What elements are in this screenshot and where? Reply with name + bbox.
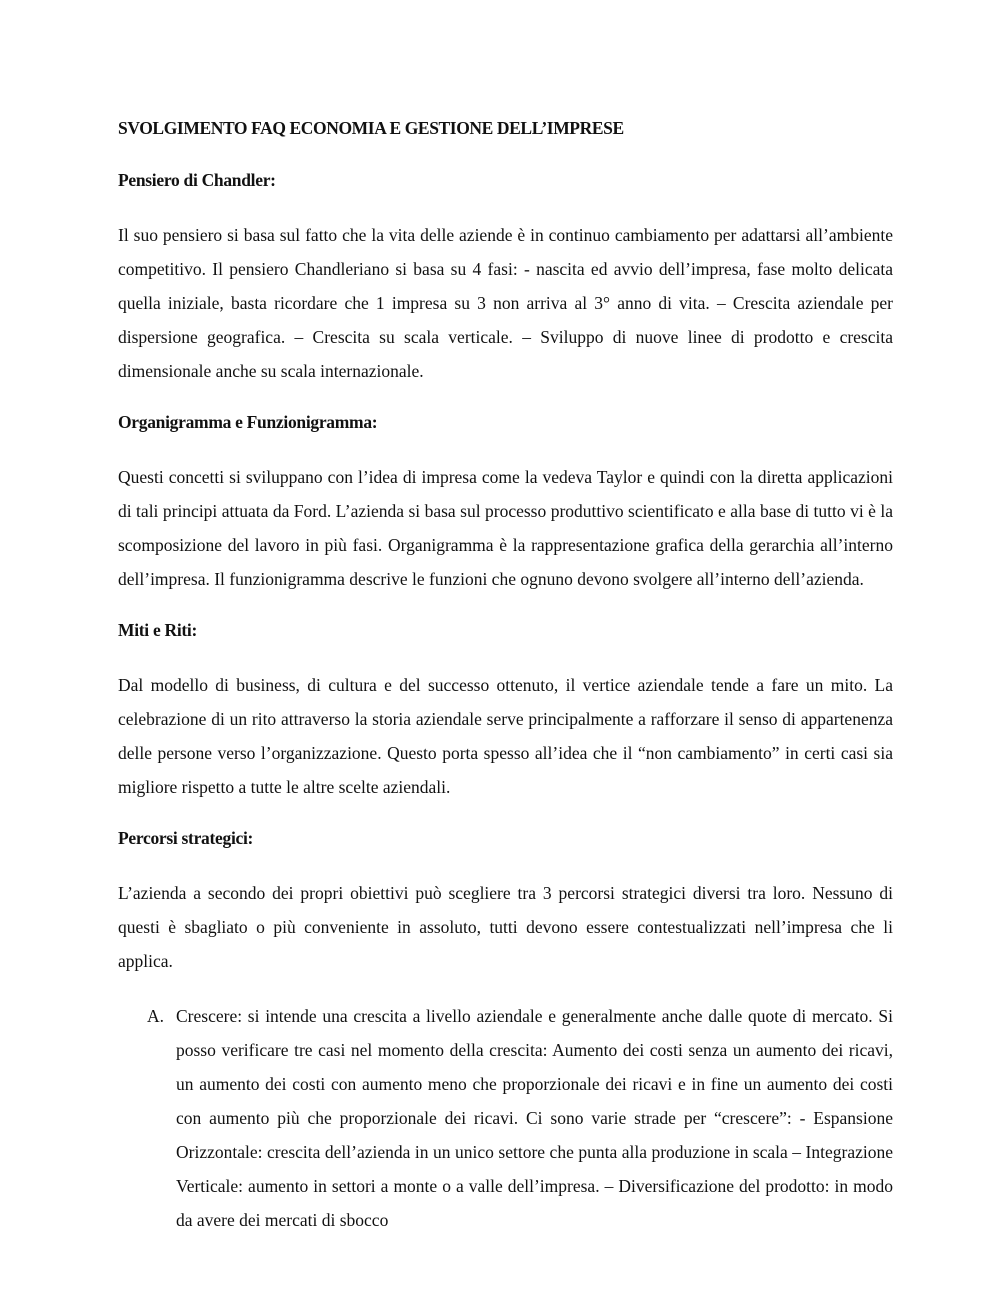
section-miti-riti: [118, 617, 893, 804]
section-heading: Percorsi strategici:: [118, 828, 254, 848]
list-item-text: Crescere: si intende una crescita a livello aziendale e generalmente anche dalle quote di mercato. Si posso verificare tre casi nel momento della crescita: Aumento dei costi senza un aumento dei ricavi, un aumento dei costi con aumento meno che proporzionale dei ricavi e in fine un aumento dei costi con aumento più che proporzionale dei ricavi. Ci sono varie strade per “crescere”: - Espansione Orizzontale: crescita dell’azienda in un unico settore che punta alla produzione in scala – Integrazione Verticale: aumento in settori a monte o a valle dell’impresa. – Diversificazione del prodotto: in modo da avere dei mercati di sbocco: [176, 1006, 893, 1230]
document-title: SVOLGIMENTO FAQ ECONOMIA E GESTIONE DELL’IMPRESE: [118, 118, 624, 138]
list-item-marker: A.: [147, 1006, 165, 1026]
strategic-paths-list: [118, 999, 893, 1237]
section-percorsi-strategici: [118, 825, 893, 978]
section-heading: Miti e Riti:: [118, 620, 198, 640]
section-paragraph: L’azienda a secondo dei propri obiettivi può scegliere tra 3 percorsi strategici diversi tra loro. Nessuno di questi è sbagliato o più conveniente in assoluto, tutti devono essere contestualizzati nell’impresa che li applica.: [118, 883, 893, 971]
section-heading: Organigramma e Funzionigramma:: [118, 412, 378, 432]
section-paragraph: Il suo pensiero si basa sul fatto che la vita delle aziende è in continuo cambiamento per adattarsi all’ambiente competitivo. Il pensiero Chandleriano si basa su 4 fasi: - nascita ed avvio dell’impresa, fase molto delicata quella iniziale, basta ricordare che 1 impresa su 3 non arriva al 3° anno di vita. – Crescita aziendale per dispersione geografica. – Crescita su scala verticale. – Sviluppo di nuove linee di prodotto e crescita dimensionale anche su scala internazionale.: [118, 225, 893, 381]
document-page: [118, 115, 893, 1237]
section-chandler: [118, 167, 893, 388]
section-paragraph: Dal modello di business, di cultura e del successo ottenuto, il vertice aziendale tende a fare un mito. La celebrazione di un rito attraverso la storia aziendale serve principalmente a rafforzare il senso di appartenenza delle persone verso l’organizzazione. Questo porta spesso all’idea che il “non cambiamento” in certi casi sia migliore rispetto a tutte le altre scelte aziendali.: [118, 675, 893, 797]
section-paragraph: Questi concetti si sviluppano con l’idea di impresa come la vedeva Taylor e quindi con la diretta applicazioni di tali principi attuata da Ford. L’azienda si basa sul processo produttivo scientificato e alla base di tutto vi è la scomposizione del lavoro in più fasi. Organigramma è la rappresentazione grafica della gerarchia all’interno dell’impresa. Il funzionigramma descrive le funzioni che ognuno devono svolgere all’interno dell’azienda.: [118, 467, 893, 589]
list-item: [118, 999, 893, 1237]
section-organigramma: [118, 409, 893, 596]
section-heading: Pensiero di Chandler:: [118, 170, 276, 190]
